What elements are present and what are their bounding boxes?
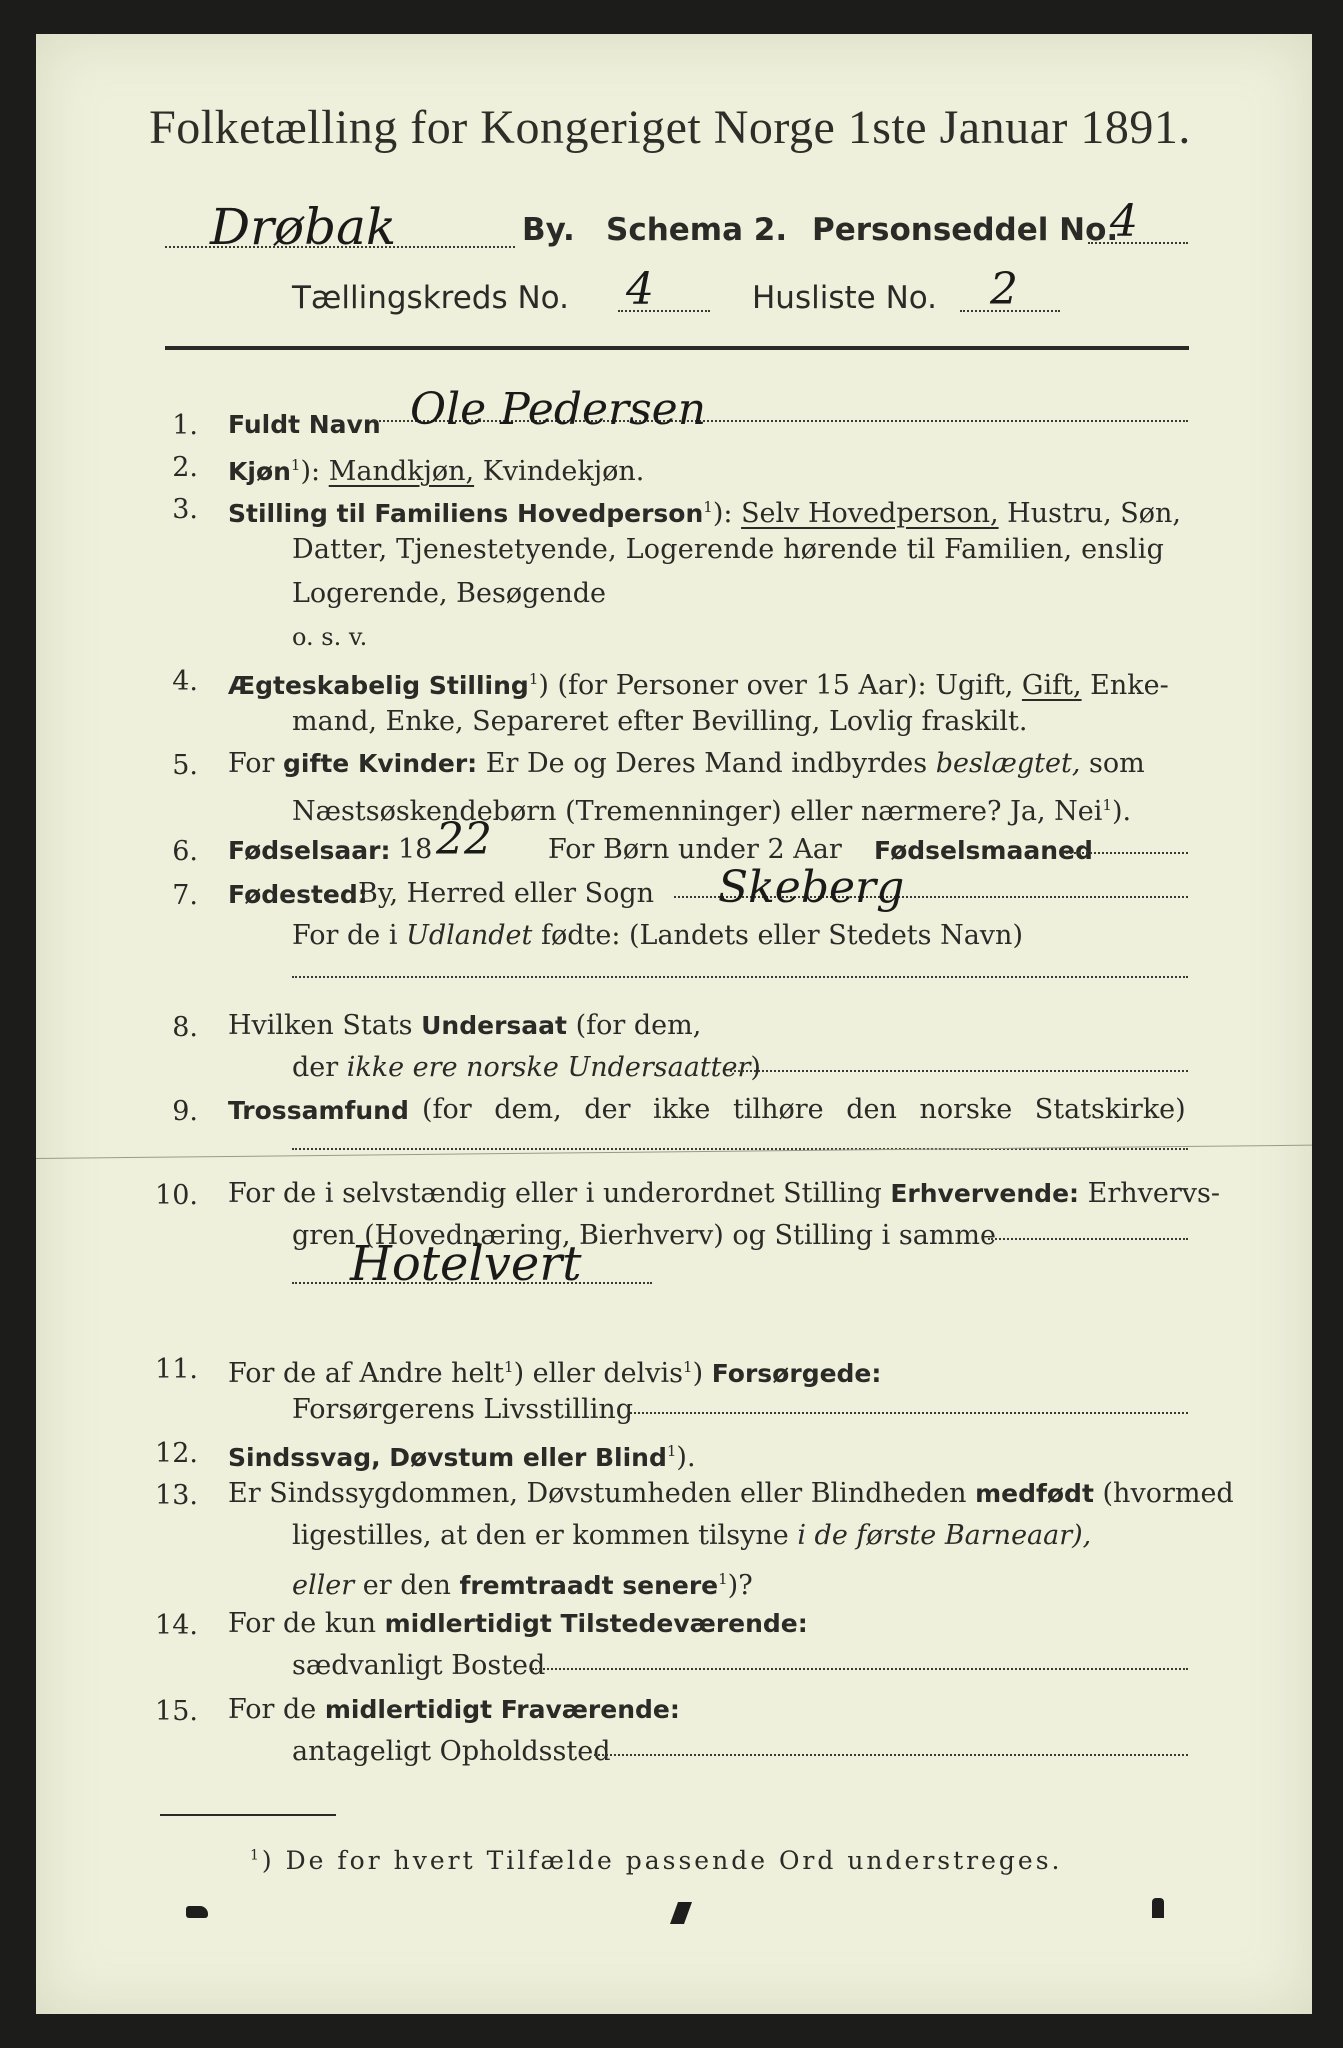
citizenship-line2-post: ) xyxy=(750,1052,761,1083)
marital-status-label: Ægteskabelig Stilling xyxy=(228,671,529,700)
married-women-text: Er De og Deres Mand indbyrdes xyxy=(485,748,928,779)
temp-present-line2: sædvanligt Bosted xyxy=(292,1650,546,1681)
item-number: 15. xyxy=(155,1696,198,1727)
sex-colon: ): xyxy=(300,456,321,487)
item-number: 8. xyxy=(172,1012,198,1043)
family-position-line3: Logerende, Besøgende xyxy=(292,578,606,609)
dependents-pre: For de af Andre helt xyxy=(228,1358,505,1389)
dependents-mid: ) eller delvis xyxy=(513,1358,684,1389)
married-women-line xyxy=(228,750,1145,777)
temp-present-pre: For de kun xyxy=(228,1608,376,1639)
husliste-number: 2 xyxy=(990,264,1018,315)
sex-label: Kjøn xyxy=(228,457,291,486)
dependents-line2: Forsørgerens Livsstilling xyxy=(292,1394,634,1425)
disability-origin-line3 xyxy=(292,1566,753,1599)
marital-status-text: ) (for Personer over 15 Aar): Ugift, xyxy=(538,670,1014,701)
disability-origin-line3-mid: er den xyxy=(362,1570,451,1601)
kreds-label: Tællingskreds No. xyxy=(292,280,569,316)
family-position-options: Hustru, Søn, xyxy=(1007,498,1181,529)
disability-origin-pre: Er Sindssygdommen, Døvstumheden eller Blindheden xyxy=(228,1478,967,1509)
birth-year-answer: 22 xyxy=(436,814,492,865)
birth-month-intro: For Børn under 2 Aar xyxy=(548,834,842,865)
item-number: 7. xyxy=(172,880,198,911)
occupation-pre: For de i selvstændig eller i underordnet Stilling xyxy=(228,1178,882,1209)
occupation-dotted-line xyxy=(988,1238,1188,1240)
footnote-ref: 1 xyxy=(683,1358,693,1376)
by-label: By. xyxy=(522,212,575,248)
footnote-marker: 1 xyxy=(250,1847,262,1864)
personseddel-dotted-line xyxy=(1088,242,1188,244)
married-women-pre: For xyxy=(228,748,275,779)
item-number: 4. xyxy=(172,666,198,697)
temp-absent-pre: For de xyxy=(228,1694,317,1725)
birthplace-abroad-post: fødte: (Landets eller Stedets Navn) xyxy=(540,920,1023,951)
married-women-close: ). xyxy=(1111,796,1132,827)
citizenship-line xyxy=(228,1012,701,1039)
disability-close: ). xyxy=(676,1442,696,1473)
disability-origin-line2 xyxy=(292,1522,1091,1549)
sex-option-female: Kvindekjøn. xyxy=(482,456,645,487)
sex-option-male-selected: Mandkjøn, xyxy=(328,456,475,487)
town-handwritten: Drøbak xyxy=(210,198,397,256)
family-position-colon: ): xyxy=(712,498,733,529)
husliste-label: Husliste No. xyxy=(752,280,938,316)
item-number: 9. xyxy=(172,1096,198,1127)
binding-mark xyxy=(1152,1898,1164,1918)
temp-absent-line xyxy=(228,1696,680,1723)
occupation-text: Erhvervs- xyxy=(1087,1178,1221,1209)
religion-label: Trossamfund xyxy=(228,1096,409,1125)
citizenship-line2-italic: ikke ere norske Undersaatter xyxy=(346,1052,751,1083)
occupation-line2: gren (Hovednæring, Bierhverv) og Stilling i samme xyxy=(292,1220,997,1251)
header-rule xyxy=(165,346,1189,350)
disability-origin-line3-italic: eller xyxy=(292,1570,355,1601)
item-number: 14. xyxy=(155,1610,198,1641)
footnote-ref: 1 xyxy=(290,456,301,474)
disability-origin-close: )? xyxy=(727,1570,753,1601)
footnote-ref: 1 xyxy=(1102,796,1112,814)
disability-line xyxy=(228,1438,696,1471)
birth-year-label: Fødselsaar: xyxy=(228,836,391,865)
birth-month-dotted-line xyxy=(1062,852,1188,854)
disability-origin-line3-label: fremtraadt senere xyxy=(459,1571,719,1600)
birthplace-abroad-pre: For de i xyxy=(292,920,398,951)
footnote-ref: 1 xyxy=(528,670,539,688)
married-women-text2: som xyxy=(1089,748,1145,779)
disability-origin-line2-pre: ligestilles, at den er kommen tilsyne xyxy=(292,1520,789,1551)
family-position-selected: Selv Hovedperson, xyxy=(741,498,999,529)
footnote-ref: 1 xyxy=(703,498,713,516)
temp-absent-label: midlertidigt Fraværende: xyxy=(324,1695,680,1724)
family-position-label: Stilling til Familiens Hovedperson xyxy=(228,499,704,528)
disability-origin-line xyxy=(228,1480,1234,1507)
dependents-dotted-line xyxy=(630,1412,1188,1414)
family-position-line2: Datter, Tjenestetyende, Logerende hørende til Familien, enslig xyxy=(292,534,1165,565)
disability-origin-text: (hvormed xyxy=(1102,1478,1234,1509)
occupation-label: Erhvervende: xyxy=(890,1179,1080,1208)
schema-label: Schema 2. xyxy=(606,212,788,248)
item-number: 5. xyxy=(172,750,198,781)
family-position-line4: o. s. v. xyxy=(292,623,368,651)
citizenship-label: Undersaat xyxy=(421,1011,567,1040)
binding-mark xyxy=(186,1906,208,1918)
kreds-number: 4 xyxy=(626,264,654,315)
form-title: Folketælling for Kongeriget Norge 1ste Januar 1891. xyxy=(149,101,1191,154)
temp-absent-line2: antageligt Opholdssted xyxy=(292,1736,611,1767)
dependents-label: Forsørgede: xyxy=(711,1359,882,1388)
item-number: 6. xyxy=(172,836,198,867)
temp-absent-dotted-line xyxy=(594,1754,1188,1756)
item-number: 12. xyxy=(155,1438,198,1469)
citizenship-pre: Hvilken Stats xyxy=(228,1010,413,1041)
birthplace-text: By, Herred eller Sogn xyxy=(358,878,654,909)
footnote-ref: 1 xyxy=(718,1570,728,1588)
temp-present-dotted-line xyxy=(532,1668,1188,1670)
citizenship-line2-pre: der xyxy=(292,1052,339,1083)
footnote-text: ) De for hvert Tilfælde passende Ord understreges. xyxy=(261,1846,1063,1875)
footnote-ref: 1 xyxy=(504,1358,514,1376)
dependents-post: ) xyxy=(692,1358,704,1389)
temp-present-label: midlertidigt Tilstedeværende: xyxy=(384,1609,808,1638)
temp-present-line xyxy=(228,1610,808,1637)
item-number: 11. xyxy=(155,1354,198,1385)
birthplace-abroad-line xyxy=(292,922,1023,949)
full-name-label: Fuldt Navn xyxy=(228,410,381,439)
married-women-question: Næstsøskendebørn (Tremenninger) eller nærmere? Ja, Nei xyxy=(292,796,1103,827)
item-number: 10. xyxy=(155,1180,198,1211)
birthplace-abroad-dotted-line xyxy=(292,976,1188,978)
married-women-line2 xyxy=(292,792,1131,825)
disability-origin-label: medfødt xyxy=(975,1479,1094,1508)
occupation-answer: Hotelvert xyxy=(350,1236,582,1292)
religion-text: (for dem, der ikke tilhøre den norske Statskirke) xyxy=(422,1094,1186,1125)
marital-status-line2: mand, Enke, Separeret efter Bevilling, Lovlig fraskilt. xyxy=(292,706,1028,737)
disability-origin-line2-italic: i de første Barneaar), xyxy=(797,1520,1092,1551)
family-position-line xyxy=(228,494,1181,527)
birth-year-prefix: 18 xyxy=(398,834,433,865)
citizenship-dotted-line xyxy=(730,1070,1188,1072)
marital-status-line xyxy=(228,666,1169,699)
personseddel-number: 4 xyxy=(1110,196,1138,247)
married-women-label: gifte Kvinder: xyxy=(283,749,478,778)
citizenship-line2 xyxy=(292,1054,761,1081)
item-number: 2. xyxy=(172,452,198,483)
item-number: 1. xyxy=(172,410,198,441)
disability-label: Sindssvag, Døvstum eller Blind xyxy=(228,1443,667,1472)
footnote xyxy=(250,1846,1062,1875)
personseddel-label: Personseddel No. xyxy=(812,212,1119,248)
birthplace-abroad-italic: Udlandet xyxy=(406,920,533,951)
dependents-line xyxy=(228,1354,881,1387)
sex-line xyxy=(228,452,644,485)
married-women-italic: beslægtet, xyxy=(935,748,1081,779)
citizenship-text: (for dem, xyxy=(575,1010,702,1041)
occupation-line xyxy=(228,1180,1220,1207)
birthplace-label: Fødested: xyxy=(228,880,368,909)
footnote-rule xyxy=(160,1814,336,1816)
birthplace-answer: Skeberg xyxy=(718,862,905,913)
marital-status-text2: Enke- xyxy=(1090,670,1169,701)
birth-month-label: Fødselsmaaned xyxy=(874,836,1093,865)
item-number: 13. xyxy=(155,1480,198,1511)
marital-status-selected: Gift, xyxy=(1021,670,1082,701)
full-name-answer: Ole Pedersen xyxy=(410,384,707,435)
footnote-ref: 1 xyxy=(666,1442,677,1460)
item-number: 3. xyxy=(172,494,198,525)
